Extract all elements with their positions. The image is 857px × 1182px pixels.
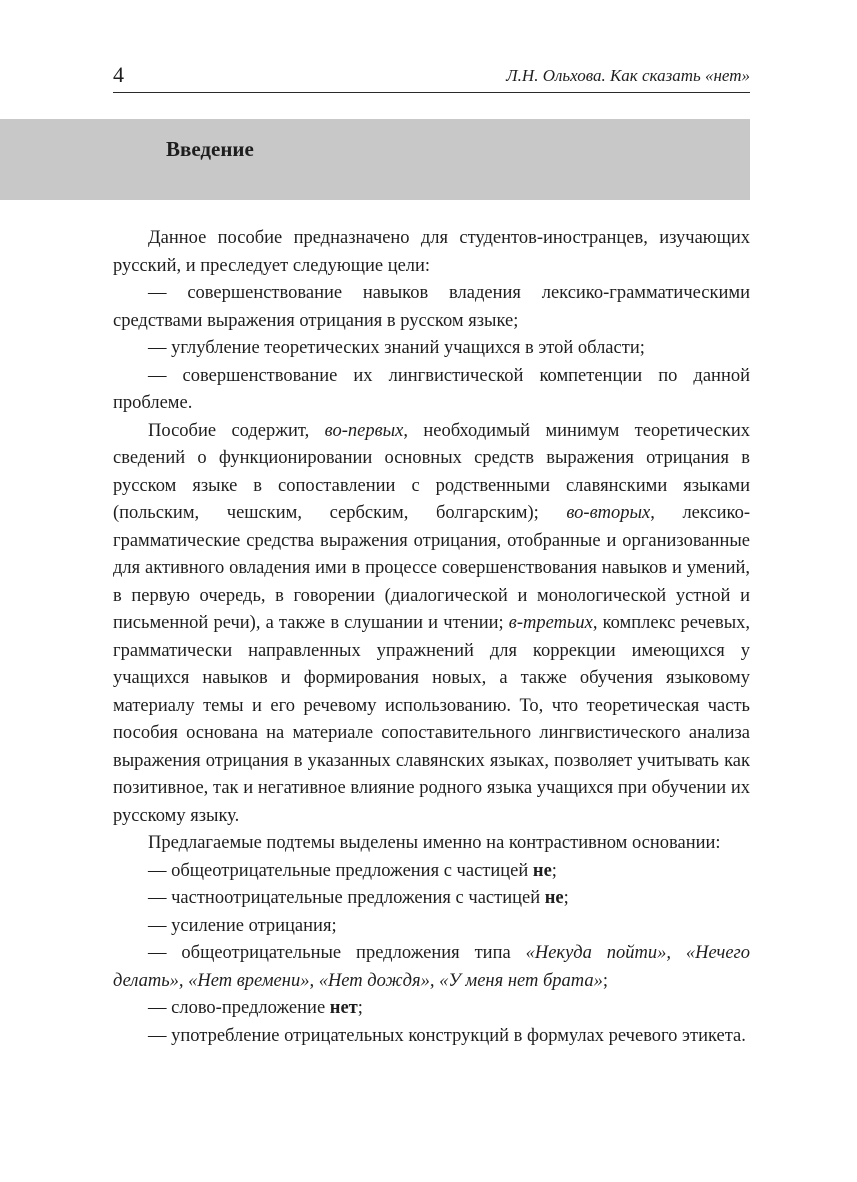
- bold-run: не: [532, 860, 552, 881]
- paragraph: [113, 940, 750, 995]
- paragraph: [113, 225, 750, 280]
- page-number: 4: [113, 62, 124, 87]
- running-title: Л.Н. Ольхова. Как сказать «нет»: [506, 66, 750, 85]
- paragraph: [113, 1023, 750, 1051]
- section-title-band: [0, 119, 750, 200]
- paragraph: [113, 913, 750, 941]
- text-run: — частноотрицательные предложения с частицей: [148, 888, 545, 908]
- text-run: — общеотрицательные предложения типа: [148, 943, 526, 963]
- section-title: Введение: [166, 137, 254, 161]
- paragraph: [113, 335, 750, 363]
- text-run: — совершенствование их лингвистической компетенции по данной проблеме.: [113, 365, 750, 413]
- text-run: — употребление отрицательных конструкций в формулах речевого этикета.: [148, 1025, 746, 1046]
- paragraph: [113, 885, 750, 913]
- text-run: ;: [602, 970, 608, 991]
- text-run: Предлагаемые подтемы выделены именно на контрастивном основании:: [148, 833, 721, 853]
- italic-run: во-вторых: [566, 503, 651, 523]
- italic-run: во-первых: [324, 420, 404, 441]
- body-text: [113, 225, 750, 1050]
- paragraph: [113, 280, 750, 335]
- paragraph: [113, 830, 750, 858]
- italic-run: «Некуда пойти», «Нечего делать», «Нет времени», «Нет дождя», «У меня нет брата»: [113, 943, 750, 991]
- text-run: — совершенствование навыков владения лексико-грамматическими средствами выражения отрицания в русском языке;: [113, 283, 750, 331]
- bold-run: нет: [329, 998, 358, 1018]
- paragraph: [113, 418, 750, 831]
- text-run: Пособие содержит,: [148, 420, 325, 441]
- text-run: — усиление отрицания;: [148, 915, 337, 936]
- running-header: [113, 62, 750, 93]
- text-run: — слово-предложение: [148, 998, 330, 1018]
- text-run: — углубление теоретических знаний учащихся в этой области;: [148, 338, 645, 358]
- text-run: , комплекс речевых, грамматически направленных упражнений для коррекции имеющихся у учащихся навыков и формирования новых, а также обучения языковому материалу темы и его речевому использованию. То, что теоретическая часть пособия основана на материале сопоставительного лингвистического анализа выражения отрицания в указанных славянских языках, позволяет учитывать как позитивное, так и негативное влияние родного языка учащихся при обучении их русскому языку.: [113, 613, 750, 826]
- italic-run: в-третьих: [508, 613, 593, 633]
- paragraph: [113, 858, 750, 886]
- text-run: ;: [551, 860, 557, 881]
- text-run: Данное пособие предназначено для студентов-иностранцев, изучающих русский, и преследует следующие цели:: [113, 228, 750, 276]
- bold-run: не: [544, 888, 564, 908]
- text-run: ;: [357, 998, 363, 1018]
- text-run: — общеотрицательные предложения с частицей: [148, 860, 533, 881]
- paragraph: [113, 363, 750, 418]
- text-run: , лексико-грамматические средства выражения отрицания, отобранные и организованные для активного овладения ими в процессе совершенствования навыков и умений, в первую очередь, в говорении (диалогической и монологической устной и письменной речи), а также в слушании и чтении;: [113, 503, 750, 633]
- text-run: , необходимый минимум теоретических сведений о функционировании основных средств выражения отрицания в русском языке в сопоставлении с родственными славянскими языками (польским, чешским, сербским, болгарским);: [113, 420, 750, 523]
- text-run: ;: [563, 888, 569, 908]
- paragraph: [113, 995, 750, 1023]
